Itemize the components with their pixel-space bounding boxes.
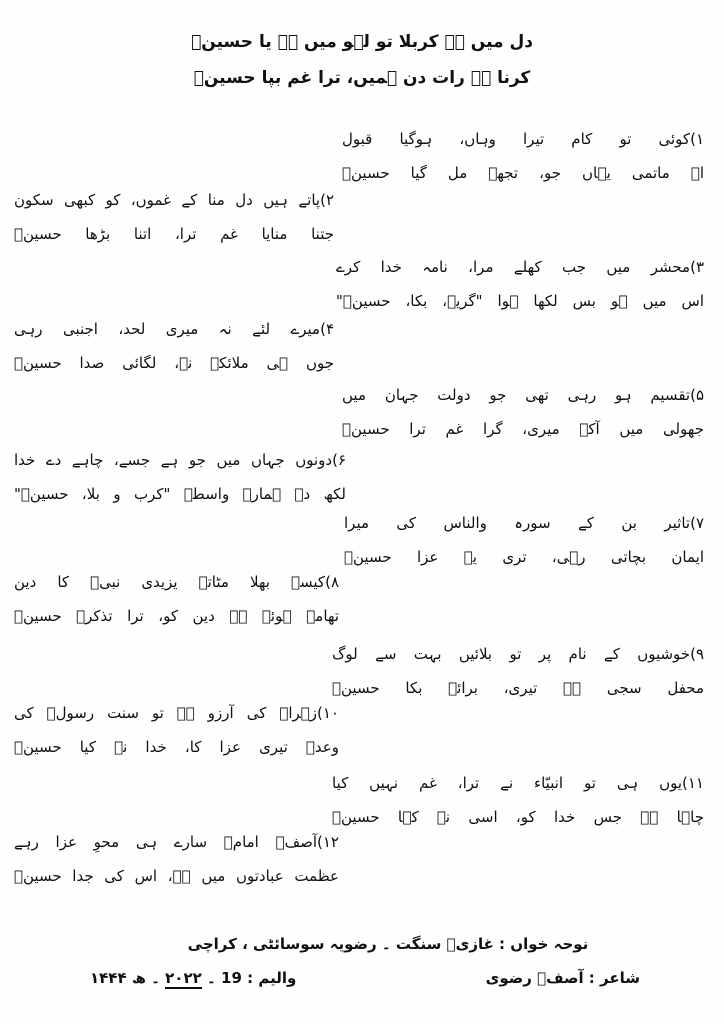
verse-5-line-1: ۵)تقسیم ہو رہی تھی جو دولت جہان میں xyxy=(342,386,704,404)
verse-3-line-2: اس میں ہو بس لکھا ہوا "گریہ، بکا، حسینؑ" xyxy=(336,292,704,310)
verse-5 xyxy=(342,378,704,446)
verse-10-line-2: وعدہ تیری عزا کا، خدا نے کیا حسینؑ xyxy=(14,738,339,756)
verse-8 xyxy=(14,565,339,633)
verse-1-line-1: ۱)کوئی تو کام تیرا وہاں، ہوگیا قبول xyxy=(342,130,704,148)
verse-7 xyxy=(344,506,704,574)
verse-11 xyxy=(332,766,704,834)
verse-3-line-1: ۳)محشر میں جب کھلے مرا، نامہ خدا کرے xyxy=(336,258,704,276)
verse-12-line-1: ۱۲)آصفؔ امامؑ سارے ہی محوِ عزا رہے xyxy=(14,833,339,851)
verse-9 xyxy=(332,637,704,705)
verse-9-line-2: محفل سجی ہے تیری، برائے بکا حسینؑ xyxy=(332,679,704,697)
verse-11-line-1: ۱۱)یوں ہی تو انبیّاء نے ترا، غم نہیں کیا xyxy=(332,774,704,792)
verse-6-line-1: ۶)دونوں جہاں میں جو ہے جسے، چاہے دے خدا xyxy=(14,451,346,469)
verse-6 xyxy=(14,443,346,511)
verse-7-line-2: ایمان بچاتی رہی، تری یہ عزا حسینؑ xyxy=(344,548,704,566)
verse-12-line-2: عظمت عبادتوں میں ہے، اس کی جدا حسینؑ xyxy=(14,867,339,885)
verse-10-line-1: ۱۰)زہراؑ کی آرزو ہے تو سنت رسولؐ کی xyxy=(14,704,339,722)
verse-6-line-2: لکھ دے ہمارے واسطے "کرب و بلا، حسینؑ" xyxy=(14,485,346,503)
verse-3 xyxy=(336,250,704,318)
footer-volume-label: والیم : 19 ۔ xyxy=(201,969,297,987)
verse-10 xyxy=(14,696,339,764)
verse-9-line-1: ۹)خوشیوں کے نام پر تو بلائیں بہت سے لوگ xyxy=(332,645,704,663)
verse-1-line-2: اے ماتمی یہاں جو، تجھے مل گیا حسینؑ xyxy=(342,164,704,182)
verse-12 xyxy=(14,825,339,893)
verse-4-line-2: جوں ہی ملائکہ نے، لگائی صدا حسینؑ xyxy=(14,354,334,372)
verse-1 xyxy=(342,122,704,190)
title-line-1: دل میں ہے کربلا تو لہو میں ہے یا حسینؑ xyxy=(191,32,533,52)
verse-2 xyxy=(14,183,334,251)
title-line-2: کرنا ہے رات دن ہمیں، ترا غم بپا حسینؑ xyxy=(193,68,531,88)
verse-2-line-1: ۲)پاتے ہیں دل منا کے غموں، کو کبھی سکون xyxy=(14,191,334,209)
footer-volume-info xyxy=(90,962,296,994)
footer-poet-credit: شاعر : آصفؔ رضوی xyxy=(485,969,640,987)
footer-volume-year: ۲۰۲۲ xyxy=(165,969,202,987)
verse-4-line-1: ۴)میرے لئے نہ میری لحد، اجنبی رہی xyxy=(14,320,334,338)
title-couplet xyxy=(82,24,642,96)
verse-8-line-1: ۸)کیسے بھلا مٹاتے یزیدی نبیؐ کا دین xyxy=(14,573,339,591)
verse-8-line-2: تھامے ہوئے ہے دین کو، ترا تذکرہ حسینؑ xyxy=(14,607,339,625)
verse-2-line-2: جتنا منایا غم ترا، اتنا بڑھا حسینؑ xyxy=(14,225,334,243)
verse-11-line-2: چاہا ہے جس خدا کو، اسی نے کہا حسینؑ xyxy=(332,808,704,826)
verse-5-line-2: جھولی میں آکے میری، گرا غم ترا حسینؑ xyxy=(342,420,704,438)
footer-credits-row xyxy=(0,962,724,994)
verse-4 xyxy=(14,312,334,380)
footer-reciter-credit: نوحہ خواں : غازیؑ سنگت ۔ رضویہ سوسائٹی ، کراچی xyxy=(187,935,589,953)
verse-7-line-1: ۷)تاثیر بن کے سورہ والناس کی میرا xyxy=(344,514,704,532)
footer-volume-hijri: ۔ ھ ۱۴۴۴ xyxy=(90,969,166,987)
